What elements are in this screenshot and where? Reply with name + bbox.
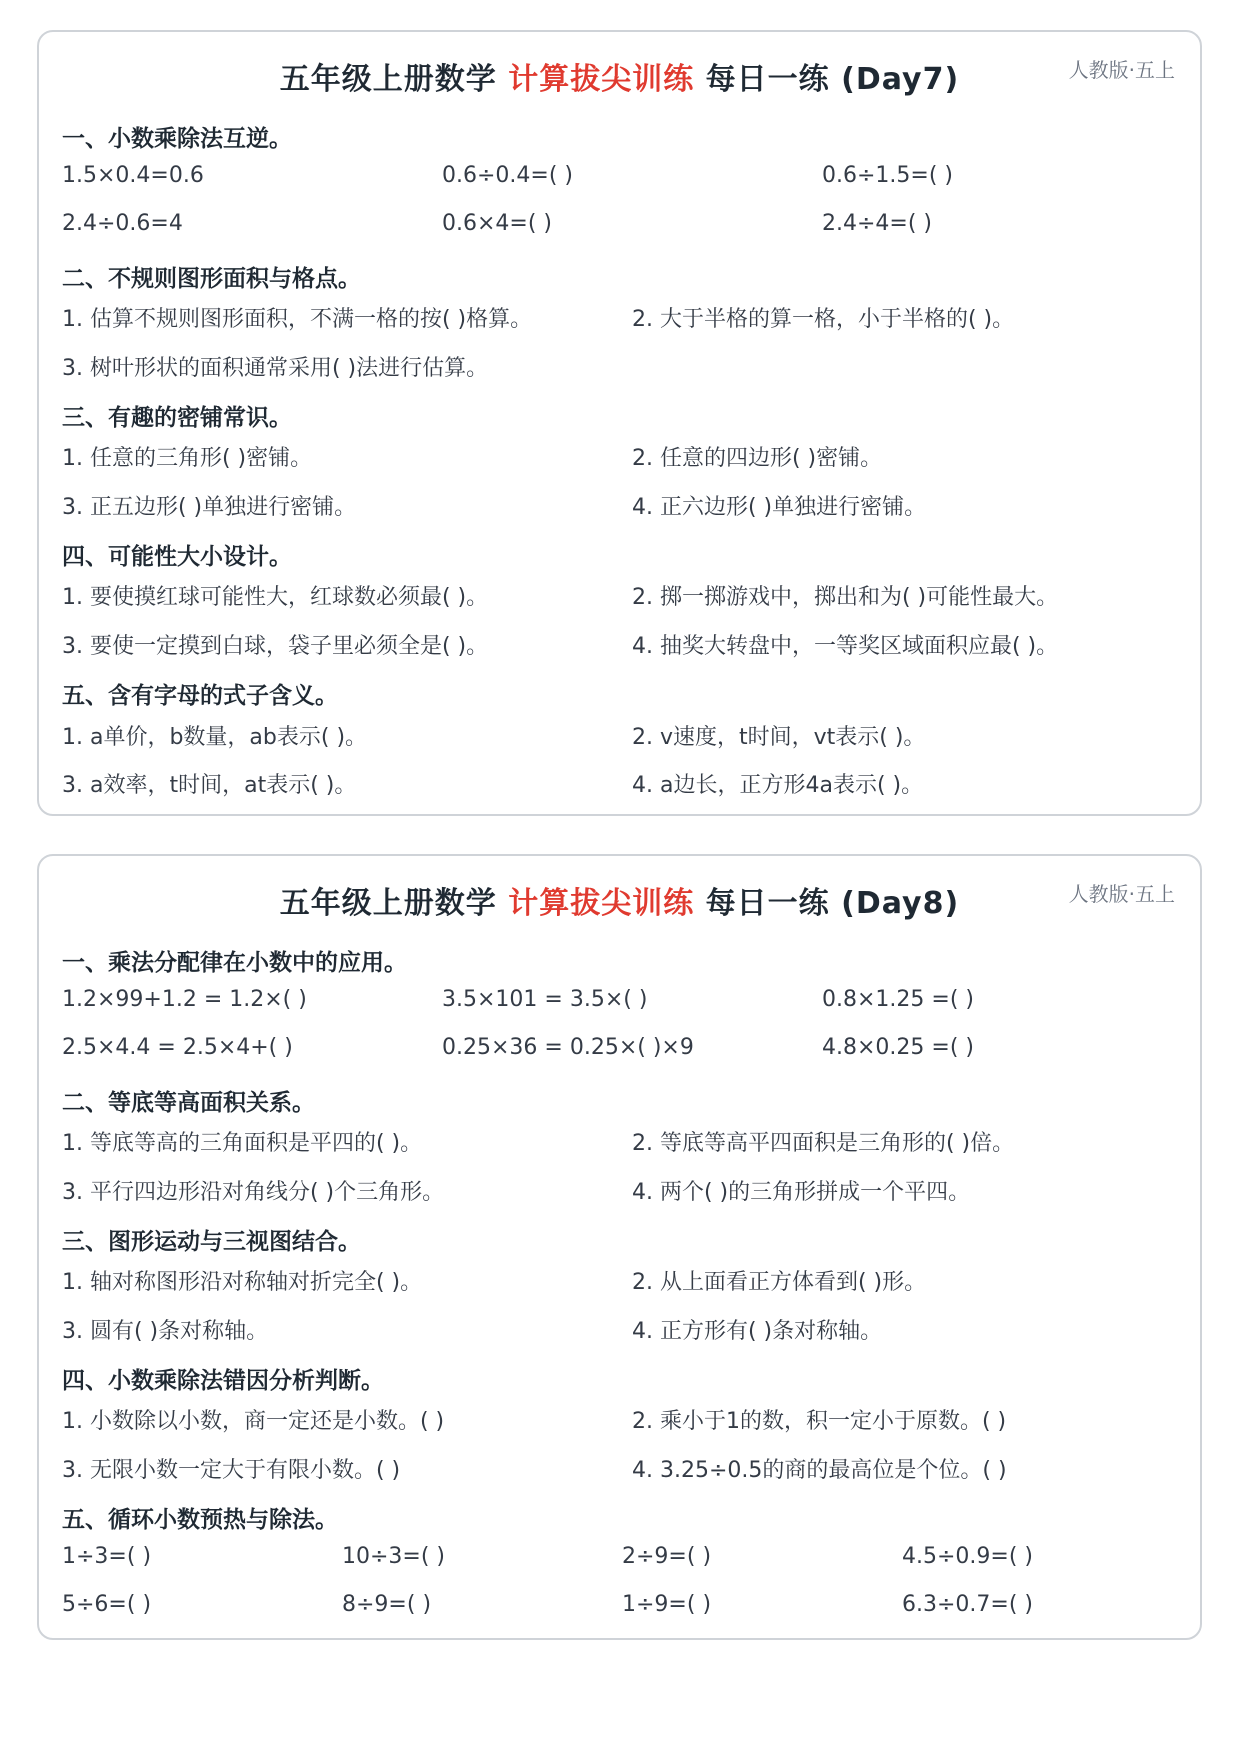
- section-heading: 五、循环小数预热与除法。: [62, 1507, 338, 1533]
- exercise-item: 1.5×0.4=0.6: [62, 163, 204, 188]
- exercise-item: 1. a单价，b数量，ab表示( )。: [62, 725, 368, 750]
- title-prefix: 五年级上册数学: [279, 62, 509, 97]
- card-title: [39, 54, 1200, 98]
- exercise-item: 0.25×36 = 0.25×( )×9: [442, 1035, 694, 1060]
- exercise-item: 2. 从上面看正方体看到( )形。: [632, 1270, 927, 1295]
- title-highlight: 计算拔尖训练: [508, 886, 695, 921]
- section-heading: 二、不规则图形面积与格点。: [62, 266, 361, 292]
- exercise-item: 2.4÷4=( ): [822, 211, 933, 236]
- exercise-item: 3. 正五边形( )单独进行密铺。: [62, 495, 357, 520]
- exercise-item: 3. 树叶形状的面积通常采用( )法进行估算。: [62, 356, 489, 381]
- exercise-item: 4.8×0.25 =( ): [822, 1035, 974, 1060]
- section-heading: 一、乘法分配律在小数中的应用。: [62, 950, 407, 976]
- exercise-item: 5÷6=( ): [62, 1592, 152, 1617]
- exercise-item: 8÷9=( ): [342, 1592, 432, 1617]
- section-heading: 一、小数乘除法互逆。: [62, 126, 292, 152]
- exercise-item: 1.2×99+1.2 = 1.2×( ): [62, 987, 307, 1012]
- title-prefix: 五年级上册数学: [279, 886, 509, 921]
- worksheet-card-day8: [37, 854, 1202, 1640]
- title-suffix: 每日一练 (Day8): [694, 886, 960, 921]
- worksheet-card-day7: [37, 30, 1202, 816]
- exercise-item: 1÷9=( ): [622, 1592, 712, 1617]
- exercise-item: 0.6÷0.4=( ): [442, 163, 574, 188]
- section-heading: 四、小数乘除法错因分析判断。: [62, 1368, 384, 1394]
- exercise-item: 4. 正六边形( )单独进行密铺。: [632, 495, 927, 520]
- exercise-item: 3. 无限小数一定大于有限小数。( ): [62, 1458, 401, 1483]
- title-suffix: 每日一练 (Day7): [694, 62, 960, 97]
- edition-label: 人教版·五上: [1068, 58, 1175, 82]
- exercise-item: 0.6×4=( ): [442, 211, 553, 236]
- edition-label: 人教版·五上: [1068, 882, 1175, 906]
- exercise-item: 4. 正方形有( )条对称轴。: [632, 1319, 883, 1344]
- section-heading: 五、含有字母的式子含义。: [62, 683, 338, 709]
- exercise-item: 3. 要使一定摸到白球，袋子里必须全是( )。: [62, 634, 489, 659]
- title-highlight: 计算拔尖训练: [508, 62, 695, 97]
- section-heading: 四、可能性大小设计。: [62, 544, 292, 570]
- exercise-item: 4. 3.25÷0.5的商的最高位是个位。( ): [632, 1458, 1007, 1483]
- section-heading: 三、图形运动与三视图结合。: [62, 1229, 361, 1255]
- exercise-item: 2. 任意的四边形( )密铺。: [632, 446, 883, 471]
- card-title: [39, 878, 1200, 922]
- exercise-item: 3.5×101 = 3.5×( ): [442, 987, 648, 1012]
- exercise-item: 2÷9=( ): [622, 1544, 712, 1569]
- exercise-item: 1. 小数除以小数，商一定还是小数。( ): [62, 1409, 445, 1434]
- exercise-item: 4. 两个( )的三角形拼成一个平四。: [632, 1180, 971, 1205]
- exercise-item: 3. a效率，t时间，at表示( )。: [62, 773, 357, 798]
- exercise-item: 4. 抽奖大转盘中，一等奖区域面积应最( )。: [632, 634, 1059, 659]
- exercise-item: 0.8×1.25 =( ): [822, 987, 974, 1012]
- exercise-item: 1. 估算不规则图形面积，不满一格的按( )格算。: [62, 307, 533, 332]
- exercise-item: 10÷3=( ): [342, 1544, 446, 1569]
- exercise-item: 0.6÷1.5=( ): [822, 163, 954, 188]
- exercise-item: 2.4÷0.6=4: [62, 211, 183, 236]
- exercise-item: 1. 等底等高的三角面积是平四的( )。: [62, 1131, 423, 1156]
- exercise-item: 3. 圆有( )条对称轴。: [62, 1319, 269, 1344]
- exercise-item: 4. a边长，正方形4a表示( )。: [632, 773, 924, 798]
- exercise-item: 2.5×4.4 = 2.5×4+( ): [62, 1035, 293, 1060]
- exercise-item: 3. 平行四边形沿对角线分( )个三角形。: [62, 1180, 445, 1205]
- exercise-item: 2. 乘小于1的数，积一定小于原数。( ): [632, 1409, 1007, 1434]
- exercise-item: 2. v速度，t时间，vt表示( )。: [632, 725, 926, 750]
- exercise-item: 2. 大于半格的算一格，小于半格的( )。: [632, 307, 1015, 332]
- exercise-item: 1. 要使摸红球可能性大，红球数必须最( )。: [62, 585, 489, 610]
- exercise-item: 2. 掷一掷游戏中，掷出和为( )可能性最大。: [632, 585, 1059, 610]
- exercise-item: 1÷3=( ): [62, 1544, 152, 1569]
- section-heading: 三、有趣的密铺常识。: [62, 405, 292, 431]
- exercise-item: 4.5÷0.9=( ): [902, 1544, 1034, 1569]
- section-heading: 二、等底等高面积关系。: [62, 1090, 315, 1116]
- exercise-item: 1. 轴对称图形沿对称轴对折完全( )。: [62, 1270, 423, 1295]
- exercise-item: 6.3÷0.7=( ): [902, 1592, 1034, 1617]
- exercise-item: 1. 任意的三角形( )密铺。: [62, 446, 313, 471]
- exercise-item: 2. 等底等高平四面积是三角形的( )倍。: [632, 1131, 1015, 1156]
